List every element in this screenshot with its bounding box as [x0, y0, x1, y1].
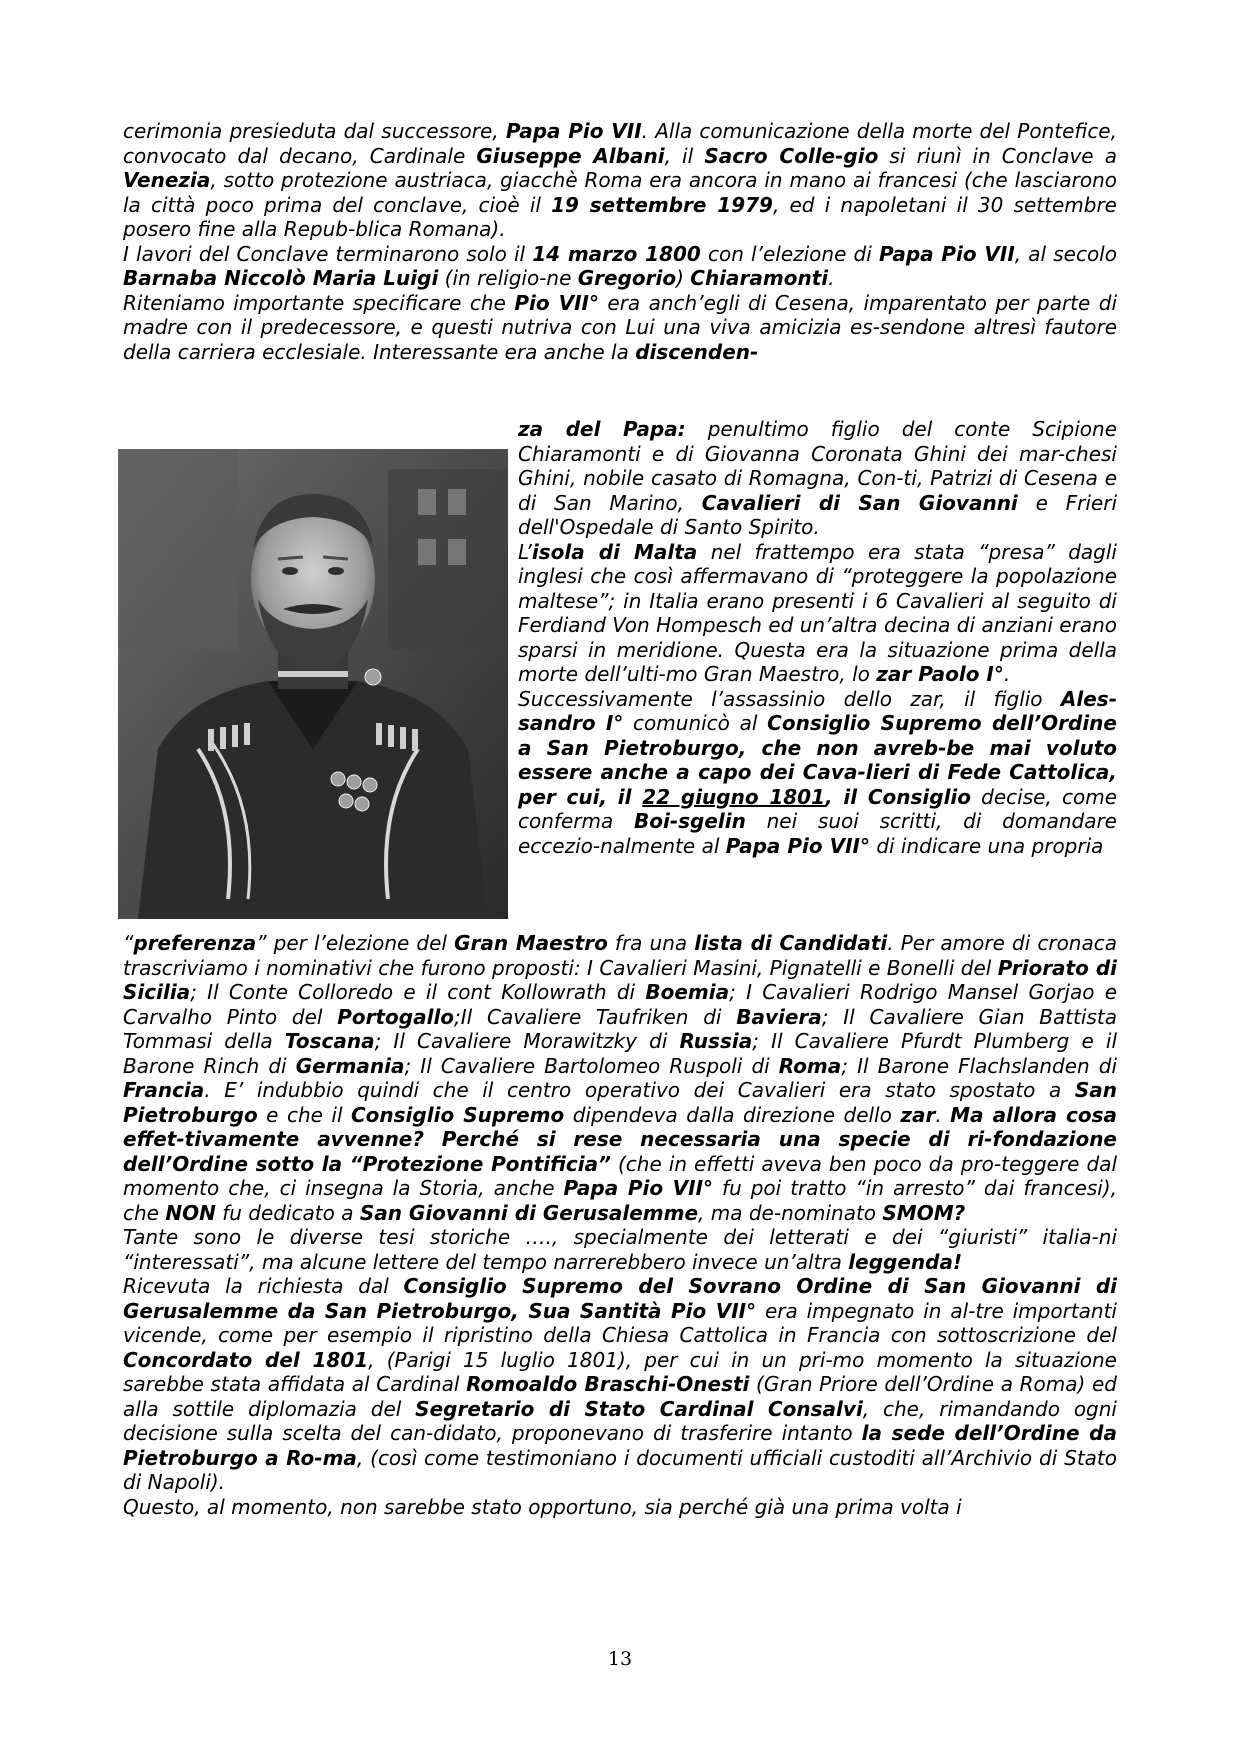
text-run: “ [123, 931, 134, 955]
text-run: preferenza [133, 931, 257, 955]
text-run: Consiglio Supremo del Sovrano Ordine di San Giovanni di Gerusalemme da San Pietroburgo, Sua Santità Pio VII° [123, 1274, 1117, 1323]
text-run: nel frattempo era stata “presa” dagli inglesi che così affermavano di “proteggere la popolazione maltese”; in Italia erano presenti i 6 Cavalieri al seguito di Ferdiand Von Hompesch ed un’altra decina di anziani erano sparsi in meridione. Questa era la situazione prima della morte dell’ulti-mo Gran Maestro, lo [518, 539, 1117, 686]
text-run: Successivamente l’assassinio dello zar, il figlio [518, 686, 1061, 711]
text-run: comunicò al [623, 711, 768, 735]
text-run: di indicare una propria [869, 833, 1104, 858]
text-run: Romoaldo Braschi-Onesti [466, 1372, 750, 1396]
text-run: Ma allora cosa effet-tivamente avvenne? Perché si rese necessaria una specie di ri-fondazione dell’Ordine sotto la “Protezione Pontificia” [123, 1102, 1118, 1176]
text-run: NON [165, 1200, 216, 1225]
text-run: Boemia [645, 980, 730, 1004]
text-run: (in religio-ne [438, 266, 578, 290]
text-run: e che il [257, 1102, 351, 1127]
paragraph [518, 540, 1117, 687]
text-run: ; Il Cavaliere Pfurdt Plumberg e il Barone Rinch di [123, 1029, 1117, 1078]
text-run: la sede dell’Ordine da Pietroburgo a Ro-ma [123, 1421, 1117, 1470]
text-run: Sacro Colle-gio [704, 143, 879, 168]
text-run: Ricevuta la richiesta dal [123, 1274, 404, 1298]
text-run: Gregorio [577, 266, 677, 290]
text-run: zar Paolo I° [876, 662, 1004, 686]
text-run: Ales-sandro I° [518, 686, 1117, 735]
text-run: fu dedicato a [215, 1200, 360, 1225]
text-run: Tante sono le diverse tesi storiche …., specialmente dei letterati e dei “giuristi” italia-ni “interessati”, ma alcune lettere del tempo narrerebbero invece un’altra [123, 1225, 1117, 1274]
text-run: Papa Pio VII [505, 119, 642, 143]
paragraph [518, 687, 1117, 859]
text-run: . Per amore di cronaca trascriviamo i nominativi che furono proposti: I Cavalieri Masini, Pignatelli e Bonelli del [123, 931, 1117, 980]
text-run: cerimonia presieduta dal successore, [123, 119, 506, 143]
paragraph [123, 242, 1117, 291]
text-run: Venezia [123, 168, 211, 192]
text-run: Consiglio Supremo dell’Ordine a San Pietroburgo, che non avreb-be mai voluto essere anche a capo dei Cava-lieri di Fede Cattolica, per cui, il [518, 711, 1117, 809]
text-run: . E’ indubbio quindi che il centro operativo dei Cavalieri era stato spostato a [204, 1078, 1075, 1102]
text-run: Papa Pio VII° [563, 1176, 714, 1200]
text-run: . Alla comunicazione della morte del Pontefice, convocato dal decano, Cardinale [123, 119, 1117, 168]
text-run: , sotto protezione austriaca, giacchè Roma era ancora in mano ai francesi (che lasciarono la città poco prima del conclave, cioè il [123, 168, 1117, 217]
text-run: ” per l’elezione del [256, 931, 455, 955]
text-run: Russia [679, 1029, 753, 1053]
paragraph [123, 931, 1117, 1225]
text-run: Toscana [284, 1029, 375, 1053]
text-run: Riteniamo importante specificare che [123, 290, 515, 315]
text-run: Priorato di Sicilia [123, 955, 1117, 1004]
text-run: ; Il Cavaliere Gian Battista Tommasi della [123, 1004, 1117, 1053]
text-run: isola di Malta [531, 539, 698, 564]
text-run: fra una [607, 931, 695, 955]
paragraph [518, 417, 1117, 540]
paragraph [123, 291, 1117, 365]
text-block-bottom [123, 931, 1117, 1519]
text-run: Papa Pio VII [878, 241, 1015, 266]
text-run: Segretario di Stato Cardinal Consalvi [415, 1396, 863, 1421]
text-run: e Frieri dell'Ospedale di Santo Spirito. [518, 490, 1118, 539]
text-run: , il [664, 143, 705, 168]
text-run: Chiaramonti [690, 266, 829, 290]
text-run: Cavalieri di San Giovanni [701, 490, 1018, 515]
text-run: I lavori del Conclave terminarono solo il [123, 241, 533, 266]
text-run: Gran Maestro [454, 931, 608, 955]
text-run: 19 settembre 1979 [551, 192, 773, 217]
text-run: ; Il Cavaliere Morawitzky di [374, 1029, 680, 1053]
text-run: . [935, 1102, 951, 1127]
text-run: . [828, 266, 835, 290]
text-run: Roma [778, 1053, 842, 1078]
text-run: , che, rimandando ogni decisione sulla scelta del can-didato, proponevano di trasferire intanto [123, 1396, 1117, 1445]
paragraph [123, 1225, 1117, 1274]
text-run: L’ [518, 539, 532, 564]
text-run: San Giovanni di Gerusalemme [359, 1200, 699, 1225]
text-run: lista di Candidati [694, 931, 888, 955]
text-run: ;Il Cavaliere Taufriken di [454, 1004, 737, 1029]
text-run: SMOM? [882, 1200, 966, 1225]
text-run: Giuseppe Albani [476, 143, 665, 168]
text-run: , il Consiglio [825, 784, 972, 809]
text-run: Questo, al momento, non sarebbe stato opportuno, sia perché già una prima volta i [123, 1494, 962, 1519]
text-block-side [518, 417, 1117, 858]
text-run: Portogallo [337, 1004, 455, 1029]
text-run: Consiglio Supremo [351, 1102, 565, 1127]
text-run: con l’elezione di [700, 241, 879, 266]
text-run: fu poi tratto “in arresto” dai francesi), che [123, 1176, 1118, 1225]
paragraph [123, 119, 1117, 242]
text-run: , (Parigi 15 luglio 1801), per cui in un pri-mo momento la situazione sarebbe stata affidata al Cardinal [123, 1347, 1117, 1396]
text-run: si riunì in Conclave a [878, 143, 1117, 168]
text-run: zar [900, 1102, 936, 1127]
text-run: , (così come testimoniano i documenti ufficiali custoditi all’Archivio di Stato di Napoli). [123, 1445, 1117, 1494]
text-run: za del Papa: [518, 417, 686, 441]
text-run: 14 marzo 1800 [532, 241, 701, 266]
text-run: era anch’egli di Cesena, imparentato per parte di madre con il predecessore, e questi nutriva con Lui una viva amicizia es-sendone altresì fautore della carriera ecclesiale. Interessante era anche la [123, 290, 1118, 364]
text-run: San Pietroburgo [123, 1078, 1117, 1127]
text-run: , ma de-nominato [698, 1200, 883, 1225]
text-run: nei suoi scritti, di domandare eccezio-nalmente al [518, 809, 1117, 858]
portrait-photograph [118, 449, 508, 919]
text-run: ) [676, 266, 691, 290]
text-run: (che in effetti aveva ben poco da pro-teggere dal momento che, ci insegna la Storia, anche [123, 1151, 1118, 1200]
paragraph [123, 1495, 1117, 1520]
text-run: ; I Cavalieri Rodrigo Mansel Gorjao e Carvalho Pinto del [123, 980, 1117, 1029]
text-run: ; Il Cavaliere Bartolomeo Ruspoli di [404, 1053, 779, 1078]
text-run: , ed i napoletani il 30 settembre posero fine alla Repub-blica Romana). [123, 192, 1117, 241]
text-run: ; Il Barone Flachslanden di [841, 1053, 1117, 1078]
text-run: discenden- [635, 339, 759, 364]
text-run: Papa Pio VII° [725, 833, 870, 858]
text-run: . [1003, 662, 1011, 686]
text-run: , al secolo [1014, 241, 1117, 266]
text-run: Germania [295, 1053, 405, 1078]
page-number: 13 [607, 1648, 633, 1670]
text-run: Baviera [736, 1004, 822, 1029]
text-run: Concordato del 1801 [123, 1347, 369, 1372]
text-run: era impegnato in al-tre importanti vicende, come per esempio il ripristino della Chiesa Cattolica in Francia con sottoscrizione del [123, 1298, 1117, 1347]
text-run: penultimo figlio del conte Scipione Chiaramonti e di Giovanna Coronata Ghini dei mar-chesi Ghini, nobile casato di Romagna, Con-ti, Patrizi di Cesena e di San Marino, [518, 417, 1118, 515]
text-run: 22 giugno 1801 [642, 784, 826, 809]
text-block-top [123, 119, 1117, 364]
text-run: Francia [123, 1078, 205, 1102]
text-run: (Gran Priore dell’Ordine a Roma) ed alla sottile diplomazia del [123, 1372, 1117, 1421]
text-run: dipendeva dalla direzione dello [564, 1102, 901, 1127]
text-run: leggenda! [848, 1249, 963, 1274]
text-run: Boi-sgelin [633, 809, 746, 833]
text-run: ; Il Conte Colloredo e il cont Kollowrath di [190, 980, 646, 1004]
text-run: Pio VII° [514, 290, 599, 315]
paragraph [123, 1274, 1117, 1495]
text-run: Barnaba Niccolò Maria Luigi [123, 266, 439, 290]
text-run: decise, come conferma [518, 784, 1117, 833]
